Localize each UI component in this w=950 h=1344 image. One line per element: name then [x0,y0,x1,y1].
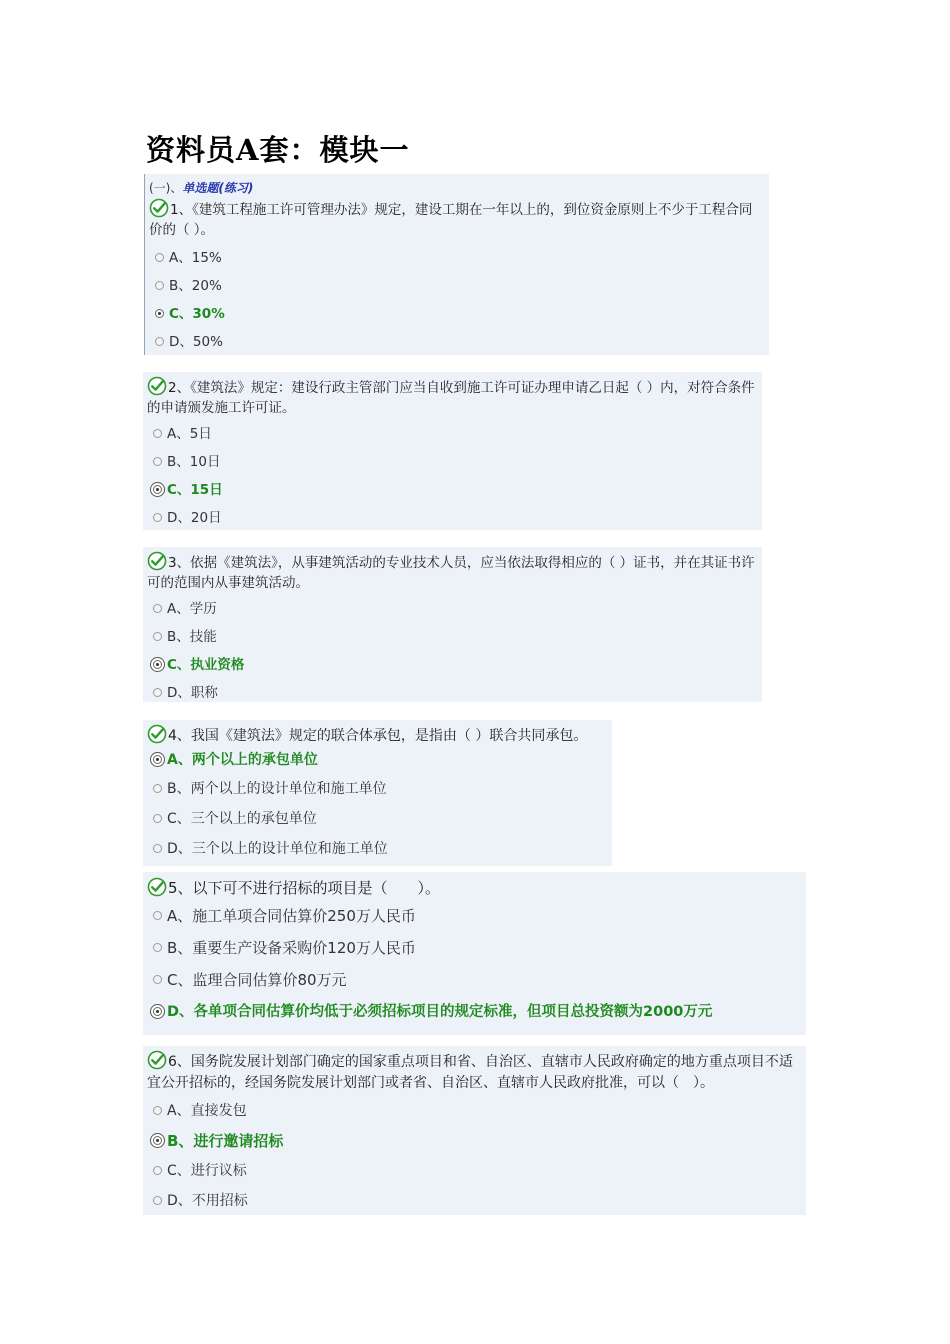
question-block-1 [144,174,769,355]
option-d[interactable] [147,679,756,707]
option-label: A、学历 [167,601,217,617]
page-title: 资料员A套：模块一 [146,133,410,167]
radio-icon[interactable] [153,513,162,522]
option-label: A、直接发包 [167,1103,247,1119]
option-a[interactable] [147,746,606,774]
option-label: A、5日 [167,426,212,442]
option-c[interactable] [147,804,606,834]
question-text-content: 6、国务院发展计划部门确定的国家重点项目和省、自治区、直辖市人民政府确定的地方重点项目不适宜公开招标的，经国务院发展计划部门或者省、自治区、直辖市人民政府批准，可以（ ）。 [147,1054,793,1091]
radio-icon[interactable] [153,1166,162,1175]
radio-icon[interactable] [153,911,162,920]
option-a[interactable] [149,244,763,272]
radio-icon[interactable] [153,1196,162,1205]
option-label: D、不用招标 [167,1193,248,1209]
option-b[interactable] [147,774,606,804]
radio-icon[interactable] [153,943,162,952]
radio-icon[interactable] [153,1007,162,1016]
radio-icon[interactable] [153,755,162,764]
option-label: D、三个以上的设计单位和施工单位 [167,841,388,857]
radio-icon[interactable] [155,309,164,318]
option-label: B、10日 [167,454,221,470]
option-c[interactable] [149,300,763,328]
check-icon [147,1050,167,1070]
check-icon [147,551,167,571]
option-a[interactable] [147,900,800,932]
option-label: A、两个以上的承包单位 [167,752,318,768]
option-label: B、两个以上的设计单位和施工单位 [167,781,387,797]
option-label: A、施工单项合同估算价250万人民币 [167,907,416,925]
question-block-6 [143,1046,806,1215]
question-block-2 [143,372,762,530]
option-d[interactable] [147,834,606,864]
check-icon [147,877,167,897]
option-label: C、15日 [167,482,223,498]
option-b[interactable] [147,623,756,651]
option-label: C、进行议标 [167,1163,247,1179]
option-b[interactable] [149,272,763,300]
option-label: B、重要生产设备采购价120万人民币 [167,939,416,957]
option-b[interactable] [147,448,756,476]
option-label: C、三个以上的承包单位 [167,811,317,827]
option-d[interactable] [147,996,800,1028]
question-block-4 [143,720,612,866]
question-text [149,198,763,240]
option-a[interactable] [147,1096,800,1126]
question-block-3 [143,547,762,702]
option-b[interactable] [147,932,800,964]
option-label: D、各单项合同估算价均低于必须招标项目的规定标准，但项目总投资额为2000万元 [167,1004,713,1020]
question-text [147,1050,800,1094]
radio-icon[interactable] [153,1136,162,1145]
option-label: A、15% [169,250,222,266]
option-b[interactable] [147,1126,800,1156]
question-text-content: 4、我国《建筑法》规定的联合体承包，是指由（ ）联合共同承包。 [168,728,588,744]
radio-icon[interactable] [155,253,164,262]
option-c[interactable] [147,1156,800,1186]
question-block-5 [143,872,806,1035]
question-text [147,376,756,418]
section-header [149,178,763,198]
option-label: B、20% [169,278,222,294]
question-text-content: 5、以下可不进行招标的项目是（ ）。 [168,879,441,897]
radio-icon[interactable] [153,660,162,669]
option-c[interactable] [147,651,756,679]
option-label: D、50% [169,334,223,350]
option-d[interactable] [147,1186,800,1216]
radio-icon[interactable] [153,975,162,984]
check-icon [147,724,167,744]
section-prefix: (一)、 [149,181,183,195]
section-label: 单选题(练习) [182,181,254,195]
radio-icon[interactable] [153,604,162,613]
option-d[interactable] [147,504,756,532]
option-a[interactable] [147,595,756,623]
radio-icon[interactable] [153,632,162,641]
option-label: C、执业资格 [167,657,245,673]
radio-icon[interactable] [153,1106,162,1115]
check-icon [149,198,169,218]
radio-icon[interactable] [153,844,162,853]
question-text-content: 3、依据《建筑法》，从事建筑活动的专业技术人员，应当依法取得相应的（ ）证书，并在其证书许可的范围内从事建筑活动。 [147,555,755,591]
option-c[interactable] [147,964,800,996]
option-label: B、进行邀请招标 [167,1132,284,1150]
option-label: D、20日 [167,510,222,526]
radio-icon[interactable] [155,337,164,346]
option-label: C、监理合同估算价80万元 [167,971,347,989]
option-a[interactable] [147,420,756,448]
check-icon [147,376,167,396]
radio-icon[interactable] [153,485,162,494]
radio-icon[interactable] [155,281,164,290]
radio-icon[interactable] [153,688,162,697]
question-text [147,876,800,900]
option-c[interactable] [147,476,756,504]
radio-icon[interactable] [153,429,162,438]
option-label: D、职称 [167,685,218,701]
radio-icon[interactable] [153,457,162,466]
option-d[interactable] [149,328,763,356]
radio-icon[interactable] [153,784,162,793]
question-text-content: 1、《建筑工程施工许可管理办法》规定，建设工期在一年以上的，到位资金原则上不少于工程合同价的（ ）。 [149,202,753,238]
question-text-content: 2、《建筑法》规定：建设行政主管部门应当自收到施工许可证办理申请乙日起（ ）内，对符合条件的申请颁发施工许可证。 [147,380,755,416]
question-text [147,724,606,746]
radio-icon[interactable] [153,814,162,823]
question-text [147,551,756,593]
option-label: B、技能 [167,629,217,645]
option-label: C、30% [169,306,225,322]
